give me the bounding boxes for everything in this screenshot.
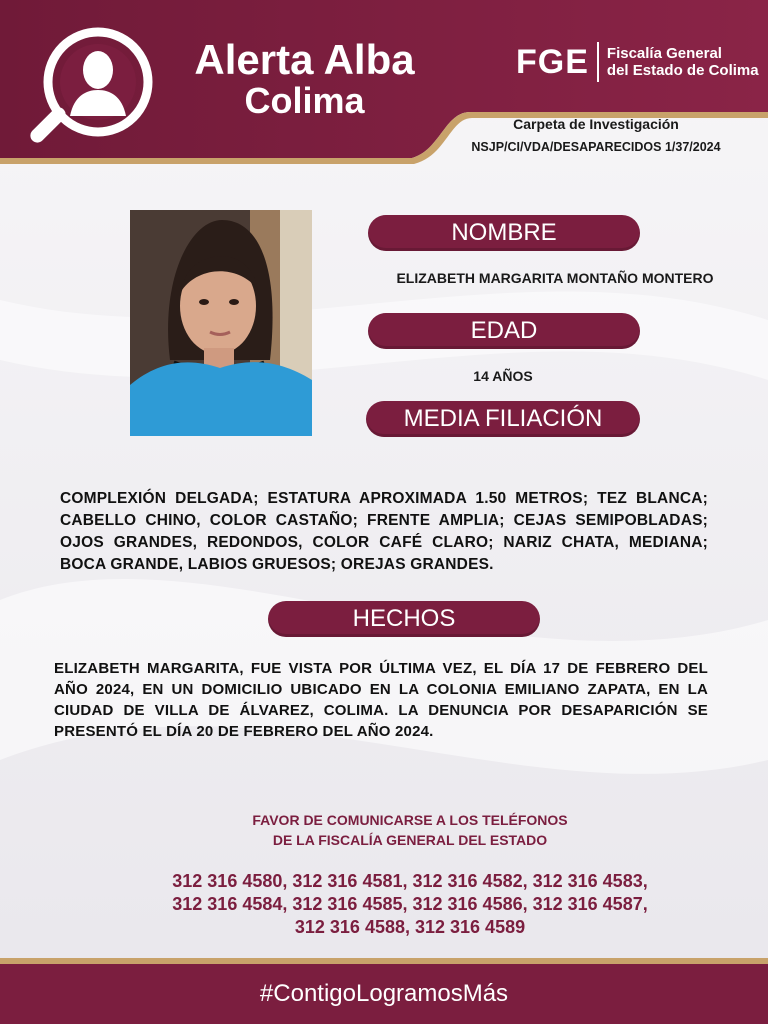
nombre-value: ELIZABETH MARGARITA MONTAÑO MONTERO (396, 270, 714, 286)
agency-name (607, 45, 759, 80)
footer-hashtag: #ContigoLogramosMás (259, 980, 509, 1007)
edad-value: 14 AÑOS (473, 368, 533, 384)
phones-line1: 312 316 4580, 312 316 4581, 312 316 4582, 312 316 4583, (172, 871, 648, 891)
contact-request (150, 810, 670, 850)
agency-logo (516, 42, 759, 82)
agency-abbr: FGE (516, 42, 589, 81)
phones-line3: 312 316 4588, 312 316 4589 (294, 917, 526, 937)
contact-line2: DE LA FISCALÍA GENERAL DEL ESTADO (272, 832, 548, 848)
title-line1: Alerta Alba (194, 36, 415, 83)
campaign-title (172, 38, 437, 120)
woman-magnifier-icon (22, 20, 158, 152)
agency-line1: Fiscalía General (606, 44, 722, 62)
case-file-label: Carpeta de Investigación (513, 116, 679, 132)
case-file (452, 116, 740, 154)
hechos-text: ELIZABETH MARGARITA, FUE VISTA POR ÚLTIMA VEZ, EL DÍA 17 DE FEBRERO DEL AÑO 2024, EN UN DOMICILIO UBICADO EN LA COLONIA EMILIANO ZAPATA, EN LA CIUDAD DE VILLA DE ÁLVAREZ, COLIMA. LA DENUNCIA POR DESAPARICIÓN SE PRESENTÓ EL DÍA 20 DE FEBRERO DEL AÑO 2024. (54, 660, 708, 740)
case-file-number: NSJP/CI/VDA/DESAPARECIDOS 1/37/2024 (471, 140, 721, 154)
portrait-illustration (130, 210, 312, 436)
missing-person-photo (130, 210, 312, 436)
phone-list (110, 870, 710, 939)
phones-line2: 312 316 4584, 312 316 4585, 312 316 4586, 312 316 4587, (172, 894, 648, 914)
hechos-pill: HECHOS (268, 601, 540, 637)
nombre-pill: NOMBRE (368, 215, 640, 251)
edad-pill: EDAD (368, 313, 640, 349)
contact-line1: FAVOR DE COMUNICARSE A LOS TELÉFONOS (252, 812, 568, 828)
agency-divider (597, 42, 599, 82)
title-line2: Colima (244, 80, 365, 122)
filiacion-pill: MEDIA FILIACIÓN (366, 401, 640, 437)
alerta-alba-logo (22, 20, 158, 152)
filiacion-text: COMPLEXIÓN DELGADA; ESTATURA APROXIMADA 1.50 METROS; TEZ BLANCA; CABELLO CHINO, COLOR CASTAÑO; FRENTE AMPLIA; CEJAS SEMIPOBLADAS; OJOS GRANDES, REDONDOS, COLOR CAFÉ CLARO; NARIZ CHATA, MEDIANA; BOCA GRANDE, LABIOS GRUESOS; OREJAS GRANDES. (60, 490, 708, 573)
agency-line2: del Estado de Colima (606, 62, 759, 79)
